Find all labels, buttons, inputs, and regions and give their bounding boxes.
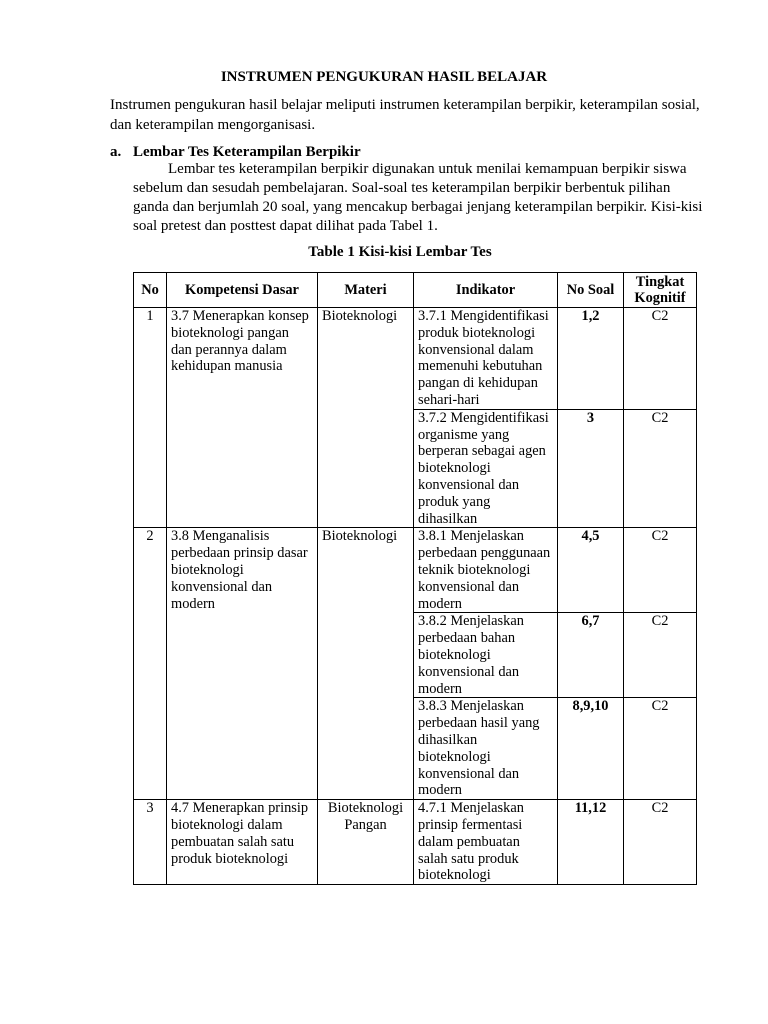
row-no: 2 xyxy=(134,528,167,800)
row-indikator: 3.7.2 Mengidentifikasi organisme yang berperan sebagai agen bioteknologi konvensional dan produk yang dihasilkan xyxy=(414,409,558,528)
row-indikator: 3.8.1 Menjelaskan perbedaan penggunaan teknik bioteknologi konvensional dan modern xyxy=(414,528,558,613)
section-a-paragraph xyxy=(133,160,705,236)
intro-paragraph: Instrumen pengukuran hasil belajar meliputi instrumen keterampilan berpikir, keterampilan sosial, dan keterampilan mengorganisasi. xyxy=(110,97,700,133)
row-tingkat: C2 xyxy=(624,308,697,410)
row-no-soal: 4,5 xyxy=(558,528,624,613)
row-kompetensi: 4.7 Menerapkan prinsip bioteknologi dalam pembuatan salah satu produk bioteknologi xyxy=(167,800,318,885)
row-materi: Bioteknologi xyxy=(318,308,414,528)
row-no-soal: 3 xyxy=(558,409,624,528)
header-materi: Materi xyxy=(318,273,414,308)
row-no-soal: 1,2 xyxy=(558,308,624,410)
row-no-soal: 6,7 xyxy=(558,613,624,698)
row-tingkat: C2 xyxy=(624,528,697,613)
row-kompetensi: 3.8 Menganalisis perbedaan prinsip dasar bioteknologi konvensional dan modern xyxy=(167,528,318,800)
row-tingkat: C2 xyxy=(624,613,697,698)
row-indikator: 3.8.2 Menjelaskan perbedaan bahan bioteknologi konvensional dan modern xyxy=(414,613,558,698)
table-row xyxy=(134,528,697,613)
row-indikator: 4.7.1 Menjelaskan prinsip fermentasi dalam pembuatan salah satu produk bioteknologi xyxy=(414,800,558,885)
row-kompetensi: 3.7 Menerapkan konsep bioteknologi pangan dan perannya dalam kehidupan manusia xyxy=(167,308,318,528)
table-header-row xyxy=(134,273,697,308)
row-no-soal: 11,12 xyxy=(558,800,624,885)
row-tingkat: C2 xyxy=(624,800,697,885)
section-a-body: Lembar tes keterampilan berpikir digunakan untuk menilai kemampuan berpikir siswa sebelum dan sesudah pembelajaran. Soal-soal tes keterampilan berpikir berbentuk pilihan ganda dan berjumlah 20 soal, yang mencakup berbagai jenjang keterampilan berpikir. Kisi-kisi soal pretest dan posttest dapat dilihat pada Tabel 1. xyxy=(133,161,703,234)
row-materi: Bioteknologi Pangan xyxy=(318,800,414,885)
header-no: No xyxy=(134,273,167,308)
row-no: 1 xyxy=(134,308,167,528)
row-tingkat: C2 xyxy=(624,409,697,528)
header-tingkat-kognitif: Tingkat Kognitif xyxy=(624,273,697,308)
table-row xyxy=(134,800,697,885)
header-no-soal: No Soal xyxy=(558,273,624,308)
row-materi: Bioteknologi xyxy=(318,528,414,800)
table-row xyxy=(134,308,697,410)
document-title: INSTRUMEN PENGUKURAN HASIL BELAJAR xyxy=(220,69,548,85)
section-a-marker: a. xyxy=(110,144,122,160)
row-indikator: 3.8.3 Menjelaskan perbedaan hasil yang dihasilkan bioteknologi konvensional dan modern xyxy=(414,698,558,800)
header-kompetensi-dasar: Kompetensi Dasar xyxy=(167,273,318,308)
header-indikator: Indikator xyxy=(414,273,558,308)
section-a-title: Lembar Tes Keterampilan Berpikir xyxy=(133,144,361,160)
row-no: 3 xyxy=(134,800,167,885)
section-a-heading xyxy=(110,143,361,161)
table-caption: Table 1 Kisi-kisi Lembar Tes xyxy=(308,244,492,260)
kisi-kisi-table xyxy=(133,272,697,885)
row-no-soal: 8,9,10 xyxy=(558,698,624,800)
row-tingkat: C2 xyxy=(624,698,697,800)
row-indikator: 3.7.1 Mengidentifikasi produk bioteknologi konvensional dalam memenuhi kebutuhan pangan di kehidupan sehari-hari xyxy=(414,308,558,410)
